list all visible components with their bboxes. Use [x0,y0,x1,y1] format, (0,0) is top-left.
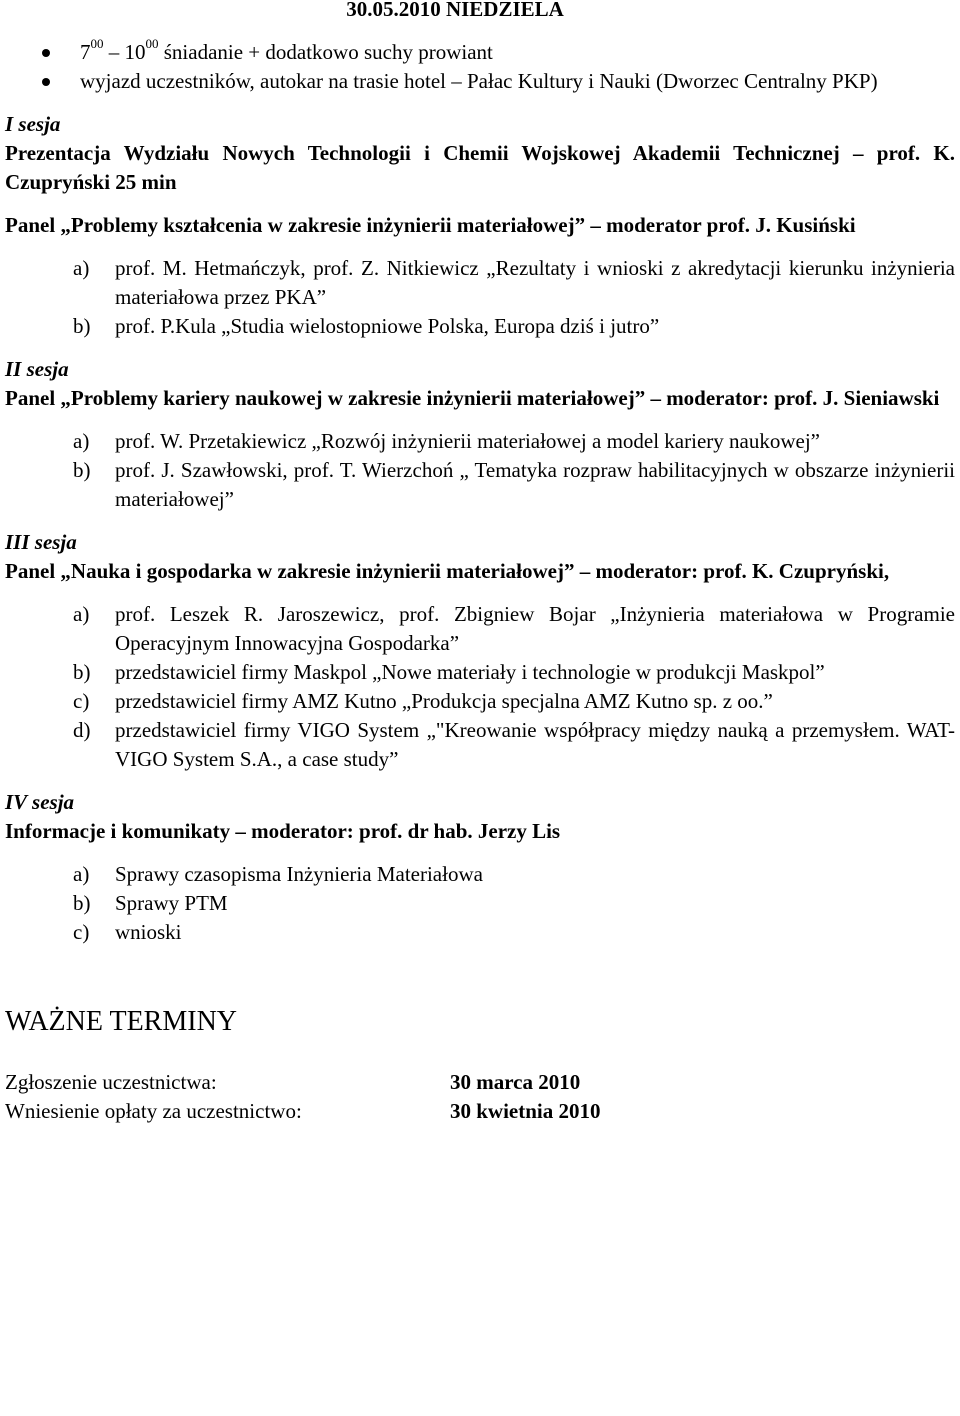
list-item [5,427,955,456]
session-3-panel: Panel „Nauka i gospodarka w zakresie inżynierii materiałowej” – moderator: prof. K. Czupryński, [5,559,890,583]
item-marker: b) [73,660,91,684]
list-item [5,716,955,774]
list-item [5,254,955,312]
breakfast-text: śniadanie + dodatkowo suchy prowiant [158,40,493,64]
session-3-items [5,600,955,774]
deadline-label: Wniesienie opłaty za uczestnictwo: [5,1099,302,1123]
list-item [5,687,955,716]
item-text: prof. J. Szawłowski, prof. T. Wierzchoń „ Tematyka rozpraw habilitacyjnych w obszarze inżynierii materiałowej” [115,458,955,511]
list-item [5,889,955,918]
session-3-label: III sesja [5,530,77,554]
bullet-icon [42,78,50,86]
session-2-items [5,427,955,514]
session-1-items [5,254,955,341]
item-text: wnioski [115,920,182,944]
session-1-label: I sesja [5,112,61,136]
bullet-icon [42,49,50,57]
item-text: prof. P.Kula „Studia wielostopniowe Polska, Europa dziś i jutro” [115,314,660,338]
list-item [5,658,955,687]
item-marker: b) [73,458,91,482]
time-end-minute: 00 [145,36,159,51]
item-text: przedstawiciel firmy Maskpol „Nowe materiały i technologie w produkcji Maskpol” [115,660,825,684]
deadlines-table [5,1068,601,1126]
deadline-label: Zgłoszenie uczestnictwa: [5,1070,217,1094]
deadlines-heading: WAŻNE TERMINY [5,1006,238,1037]
table-row [5,1097,601,1126]
time-start-hour: 7 [80,40,91,64]
list-item [5,860,955,889]
deadline-value: 30 kwietnia 2010 [450,1099,601,1123]
time-end-hour: 10 [124,40,146,64]
deadline-value: 30 marca 2010 [450,1070,581,1094]
item-marker: b) [73,314,91,338]
item-marker: a) [73,862,90,886]
session-4-items [5,860,955,947]
item-text: przedstawiciel firmy AMZ Kutno „Produkcja specjalna AMZ Kutno sp. z oo.” [115,689,773,713]
item-marker: a) [73,429,90,453]
document-page [5,0,955,1126]
session-1-panel: Panel „Problemy kształcenia w zakresie inżynierii materiałowej” – moderator prof. J. Kusiński [5,213,856,237]
list-item [5,67,955,96]
item-text: Sprawy czasopisma Inżynieria Materiałowa [115,862,483,886]
list-item [5,600,955,658]
item-marker: c) [73,689,90,713]
item-marker: a) [73,256,90,280]
table-row [5,1068,601,1097]
session-2-panel: Panel „Problemy kariery naukowej w zakresie inżynierii materiałowej” – moderator: prof. J. Sieniawski [5,386,940,410]
item-text: prof. W. Przetakiewicz „Rozwój inżynierii materiałowej a model kariery naukowej” [115,429,820,453]
item-marker: a) [73,602,90,626]
list-item [5,456,955,514]
item-marker: d) [73,718,91,742]
item-marker: b) [73,891,91,915]
item-marker: c) [73,920,90,944]
session-4-title: Informacje i komunikaty – moderator: prof. dr hab. Jerzy Lis [5,819,561,843]
morning-schedule-list [5,38,955,96]
page-date-heading: 30.05.2010 NIEDZIELA [346,0,564,21]
list-item: $7^{00} - 10^{00}$ śniadanie + dodatkowo suchy prowiant [5,38,955,67]
session-4-label: IV sesja [5,790,75,814]
item-text: prof. M. Hetmańczyk, prof. Z. Nitkiewicz „Rezultaty i wnioski z akredytacji kierunku inżynieria materiałowa przez PKA” [115,256,955,309]
session-1-presentation: Prezentacja Wydziału Nowych Technologii i Chemii Wojskowej Akademii Technicznej – prof. K. Czupryński 25 min [5,141,955,194]
item-text: prof. Leszek R. Jaroszewicz, prof. Zbigniew Bojar „Inżynieria materiałowa w Programie Operacyjnym Innowacyjna Gospodarka” [115,602,955,655]
session-2-label: II sesja [5,357,69,381]
list-item [5,312,955,341]
departure-text: wyjazd uczestników, autokar na trasie hotel – Pałac Kultury i Nauki (Dworzec Centralny PKP) [80,69,878,93]
item-text: Sprawy PTM [115,891,228,915]
list-item [5,918,955,947]
time-start-minute: 00 [90,36,104,51]
item-text: przedstawiciel firmy VIGO System „"Kreowanie współpracy między nauką a przemysłem. WAT-VIGO System S.A., a case study” [115,718,955,771]
